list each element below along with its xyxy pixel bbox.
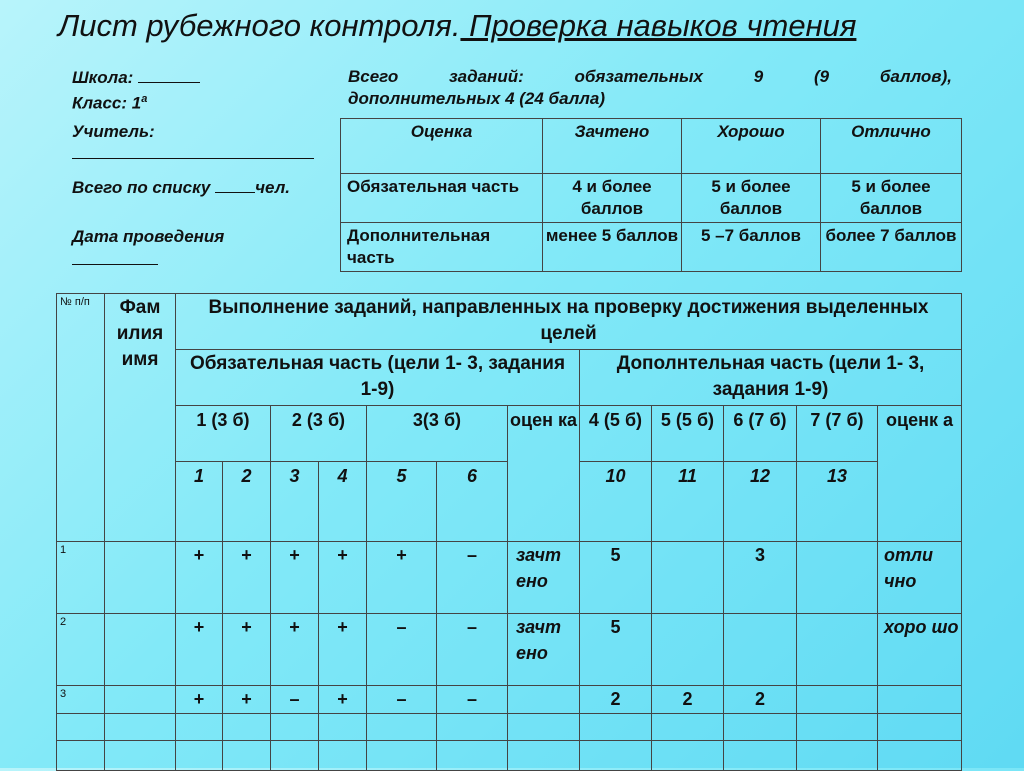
empty-cell[interactable] xyxy=(580,714,652,741)
total-list-suffix: чел. xyxy=(255,178,290,197)
mark-cell: – xyxy=(437,542,508,614)
totals-line2: дополнительных 4 (24 балла) xyxy=(348,89,606,108)
empty-cell[interactable] xyxy=(437,714,508,741)
mark-cell: – xyxy=(437,686,508,714)
title-subtitle: Проверка навыков чтения xyxy=(460,8,857,43)
goal-group-header: 3(3 б) xyxy=(367,406,508,462)
goal-group-header: 6 (7 б) xyxy=(724,406,797,462)
mark-cell: + xyxy=(319,614,367,686)
grading-cell: 5 и более баллов xyxy=(821,174,962,223)
mark-cell: + xyxy=(367,542,437,614)
student-name-cell[interactable] xyxy=(105,614,176,686)
empty-cell[interactable] xyxy=(105,741,176,771)
grade-cell: зачт ено xyxy=(508,542,580,614)
date-blank[interactable] xyxy=(72,248,158,265)
grade-header: оцен ка xyxy=(508,406,580,542)
table-row xyxy=(57,614,962,686)
empty-cell[interactable] xyxy=(271,714,319,741)
mark-cell: + xyxy=(176,614,223,686)
class-label: Класс: 1 xyxy=(72,93,142,113)
task-number: 10 xyxy=(580,462,652,542)
total-list-line xyxy=(72,176,290,199)
score-cell: 2 xyxy=(652,686,724,714)
task-number: 4 xyxy=(319,462,367,542)
tasks-header: Выполнение заданий, направленных на проверку достижения выделенных целей xyxy=(176,294,962,350)
table-row xyxy=(57,741,962,771)
grading-header: Зачтено xyxy=(543,119,682,174)
totals-word: баллов), xyxy=(879,67,952,86)
mark-cell: + xyxy=(223,542,271,614)
empty-cell[interactable] xyxy=(724,714,797,741)
additional-part-header: Дополнтельная часть (цели 1- 3, задания 1-9) xyxy=(580,350,962,406)
empty-cell[interactable] xyxy=(367,741,437,771)
score-cell: 3 xyxy=(724,542,797,614)
score-cell: 5 xyxy=(580,542,652,614)
empty-cell[interactable] xyxy=(176,714,223,741)
date-label: Дата проведения xyxy=(72,227,225,246)
grade-cell: зачт ено xyxy=(508,614,580,686)
student-name-cell[interactable] xyxy=(105,542,176,614)
class-line xyxy=(72,88,147,115)
row-number: 3 xyxy=(57,686,105,714)
col-number-header: № п/п xyxy=(57,294,105,542)
empty-cell[interactable] xyxy=(580,741,652,771)
mark-cell: + xyxy=(271,542,319,614)
mark-cell: – xyxy=(367,686,437,714)
grading-cell: 5 и более баллов xyxy=(682,174,821,223)
task-number: 11 xyxy=(652,462,724,542)
task-number: 5 xyxy=(367,462,437,542)
mark-cell: + xyxy=(176,542,223,614)
goal-group-header: 5 (5 б) xyxy=(652,406,724,462)
row-number: 2 xyxy=(57,614,105,686)
totals-line1 xyxy=(348,66,952,88)
empty-cell[interactable] xyxy=(724,741,797,771)
col-name-header: Фам илия имя xyxy=(105,294,176,542)
mark-cell: – xyxy=(271,686,319,714)
task-number: 2 xyxy=(223,462,271,542)
empty-cell[interactable] xyxy=(367,714,437,741)
score-cell xyxy=(797,686,878,714)
grading-cell: более 7 баллов xyxy=(821,223,962,272)
totals-word: обязательных xyxy=(574,67,704,86)
grading-criteria-table xyxy=(340,118,962,272)
task-number: 6 xyxy=(437,462,508,542)
date-line xyxy=(72,248,158,271)
school-blank[interactable] xyxy=(138,66,200,83)
mark-cell: + xyxy=(319,542,367,614)
grading-header: Оценка xyxy=(341,119,543,174)
totals-word: 9 xyxy=(753,67,764,86)
score-cell xyxy=(724,614,797,686)
score-cell xyxy=(797,542,878,614)
grading-row-label: Обязательная часть xyxy=(341,174,543,223)
empty-cell[interactable] xyxy=(319,741,367,771)
score-cell xyxy=(652,542,724,614)
score-cell xyxy=(797,614,878,686)
mark-cell: – xyxy=(437,614,508,686)
totals-block xyxy=(348,66,952,110)
empty-cell[interactable] xyxy=(797,714,878,741)
empty-cell[interactable] xyxy=(57,741,105,771)
empty-cell[interactable] xyxy=(176,741,223,771)
score-cell: 5 xyxy=(580,614,652,686)
empty-cell[interactable] xyxy=(105,714,176,741)
empty-cell[interactable] xyxy=(319,714,367,741)
score-cell: 2 xyxy=(580,686,652,714)
final-grade-header: оценк а xyxy=(878,406,962,542)
total-list-blank[interactable] xyxy=(215,176,255,193)
empty-cell[interactable] xyxy=(508,714,580,741)
mark-cell: + xyxy=(271,614,319,686)
goal-group-header: 1 (3 б) xyxy=(176,406,271,462)
total-list-label: Всего по списку xyxy=(72,178,216,197)
empty-cell[interactable] xyxy=(437,741,508,771)
grading-cell: 5 –7 баллов xyxy=(682,223,821,272)
final-grade-cell: хоро шо xyxy=(878,614,962,686)
grade-cell xyxy=(508,686,580,714)
table-row xyxy=(57,714,962,741)
mandatory-part-header: Обязательная часть (цели 1- 3, задания 1-9) xyxy=(176,350,580,406)
task-number: 3 xyxy=(271,462,319,542)
mark-cell: + xyxy=(176,686,223,714)
school-label: Школа: xyxy=(72,68,139,87)
empty-cell[interactable] xyxy=(508,741,580,771)
final-grade-cell xyxy=(878,686,962,714)
empty-cell[interactable] xyxy=(223,714,271,741)
page-title xyxy=(58,8,856,44)
teacher-line xyxy=(72,142,314,165)
grading-header: Отлично xyxy=(821,119,962,174)
score-cell xyxy=(652,614,724,686)
task-number: 12 xyxy=(724,462,797,542)
grading-cell: менее 5 баллов xyxy=(543,223,682,272)
empty-cell[interactable] xyxy=(878,714,962,741)
row-number: 1 xyxy=(57,542,105,614)
mark-cell: – xyxy=(367,614,437,686)
table-row xyxy=(57,686,962,714)
grading-row-label: Дополнительная часть xyxy=(341,223,543,272)
goal-group-header: 7 (7 б) xyxy=(797,406,878,462)
table-row xyxy=(57,542,962,614)
empty-cell[interactable] xyxy=(652,741,724,771)
grading-cell: 4 и более баллов xyxy=(543,174,682,223)
mark-cell: + xyxy=(223,614,271,686)
title-main: Лист рубежного контроля. xyxy=(58,8,461,43)
empty-cell[interactable] xyxy=(57,714,105,741)
empty-cell[interactable] xyxy=(652,714,724,741)
totals-word: (9 xyxy=(813,67,830,86)
final-grade-cell: отли чно xyxy=(878,542,962,614)
mark-cell: + xyxy=(319,686,367,714)
school-line xyxy=(72,66,200,89)
empty-cell[interactable] xyxy=(271,741,319,771)
results-table xyxy=(56,293,962,771)
student-name-cell[interactable] xyxy=(105,686,176,714)
empty-cell[interactable] xyxy=(223,741,271,771)
totals-word: Всего xyxy=(348,67,399,86)
task-number: 1 xyxy=(176,462,223,542)
mark-cell: + xyxy=(223,686,271,714)
totals-word: заданий: xyxy=(448,67,524,86)
teacher-blank[interactable] xyxy=(72,142,314,159)
empty-cell[interactable] xyxy=(878,741,962,771)
grading-header: Хорошо xyxy=(682,119,821,174)
score-cell: 2 xyxy=(724,686,797,714)
goal-group-header: 4 (5 б) xyxy=(580,406,652,462)
goal-group-header: 2 (3 б) xyxy=(271,406,367,462)
empty-cell[interactable] xyxy=(797,741,878,771)
task-number: 13 xyxy=(797,462,878,542)
teacher-label: Учитель: xyxy=(72,122,155,141)
class-sup: а xyxy=(141,93,148,105)
